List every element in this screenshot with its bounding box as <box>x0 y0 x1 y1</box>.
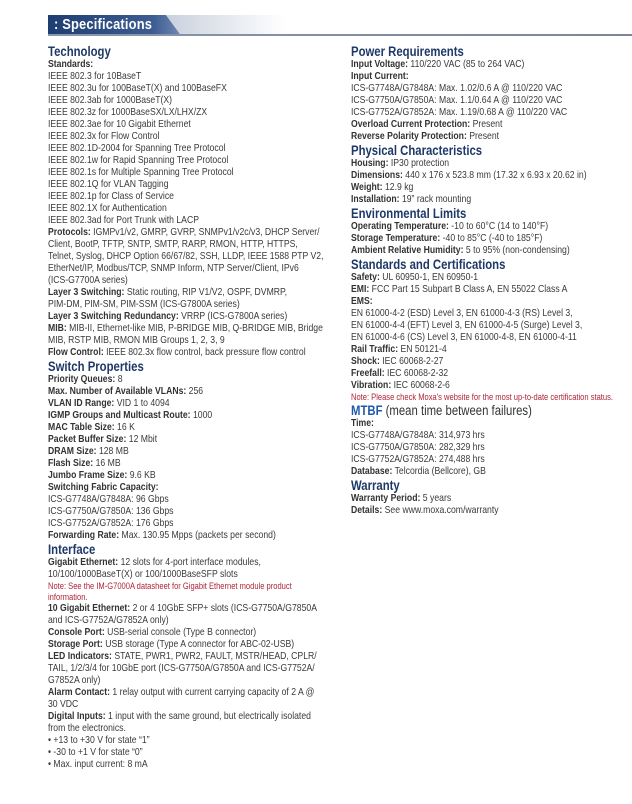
spec-value: Present <box>470 119 503 130</box>
spec-line <box>48 410 338 422</box>
spec-value: IEEE 802.3ae for 10 Gigabit Ethernet <box>48 119 191 130</box>
spec-label: Layer 3 Switching: <box>48 287 125 298</box>
section-title: Interface <box>48 542 96 557</box>
spec-value: PIM-DM, PIM-SM, PIM-SSM (ICS-G7800A series) <box>48 299 240 310</box>
spec-value: USB storage (Type A connector for ABC-02-USB) <box>102 639 295 650</box>
spec-value: 256 <box>186 386 204 397</box>
spec-value: IP30 protection <box>388 158 450 169</box>
spec-line <box>351 59 632 71</box>
spec-line <box>351 107 632 119</box>
section-heading <box>351 207 632 221</box>
spec-label: Details: <box>351 505 383 516</box>
section-title: Power Requirements <box>351 44 464 59</box>
spec-value: • -30 to +1 V for state “0” <box>48 747 143 758</box>
spec-value: ICS-G7752A/G7852A: 176 Gbps <box>48 518 174 529</box>
spec-value: MIB, RSTP MIB, RMON MIB Groups 1, 2, 3, 9 <box>48 335 225 346</box>
spec-line <box>351 380 632 392</box>
section-title: Physical Characteristics <box>351 143 483 158</box>
spec-value: Telcordia (Bellcore), GB <box>392 466 486 477</box>
section-heading <box>48 45 338 59</box>
spec-label: IGMP Groups and Multicast Route: <box>48 410 191 421</box>
spec-line <box>48 179 338 191</box>
spec-line <box>48 747 338 759</box>
spec-value: IEEE 802.1s for Multiple Spanning Tree Protocol <box>48 167 234 178</box>
spec-line <box>351 442 632 454</box>
spec-label: Installation: <box>351 194 400 205</box>
spec-label: LED Indicators: <box>48 651 112 662</box>
spec-line <box>48 215 338 227</box>
spec-line <box>48 143 338 155</box>
spec-value: Telnet, Syslog, DHCP Option 66/67/82, SSH, LLDP, IEEE 1588 PTP V2, <box>48 251 324 262</box>
spec-line <box>351 493 632 505</box>
spec-label: Shock: <box>351 356 380 367</box>
spec-label: EMI: <box>351 284 370 295</box>
note-text: Note: Please check Moxa's website for the most up-to-date certification status. <box>351 392 613 402</box>
spec-line <box>48 675 338 687</box>
spec-line <box>48 711 338 723</box>
spec-value: IEEE 802.3ab for 1000BaseT(X) <box>48 95 173 106</box>
spec-line <box>351 131 632 143</box>
spec-value: ICS-G7752A/G7852A: 274,488 hrs <box>351 454 485 465</box>
specifications-header <box>48 15 632 35</box>
spec-value: STATE, PWR1, PWR2, FAULT, MSTR/HEAD, CPLR/ <box>111 651 317 662</box>
left-column <box>48 44 338 771</box>
spec-line <box>351 320 632 332</box>
spec-label: Switching Fabric Capacity: <box>48 482 159 493</box>
spec-value: IEEE 802.3z for 1000BaseSX/LX/LHX/ZX <box>48 107 208 118</box>
spec-label: Alarm Contact: <box>48 687 111 698</box>
spec-label: MAC Table Size: <box>48 422 115 433</box>
spec-line <box>48 386 338 398</box>
section-power-requirements <box>351 45 632 143</box>
spec-value: ICS-G7750A/G7850A: Max. 1.1/0.64 A @ 110/220 VAC <box>351 95 563 106</box>
spec-label: Standards: <box>48 59 94 70</box>
spec-line <box>351 182 632 194</box>
spec-line <box>351 194 632 206</box>
spec-label: Database: <box>351 466 393 477</box>
section-subtitle: (mean time between failures) <box>382 403 532 418</box>
spec-value: 9.6 KB <box>127 470 156 481</box>
spec-label: Input Current: <box>351 71 409 82</box>
spec-value: USB-serial console (Type B connector) <box>104 627 257 638</box>
spec-value: IEC 60068-2-27 <box>379 356 444 367</box>
spec-line <box>351 119 632 131</box>
note-text: Note: See the IM-G7000A datasheet for Gigabit Ethernet module product <box>48 581 292 591</box>
spec-line <box>48 627 338 639</box>
spec-value: ICS-G7748A/G7848A: Max. 1.02/0.6 A @ 110/220 VAC <box>351 83 563 94</box>
spec-line <box>48 699 338 711</box>
spec-label: Housing: <box>351 158 389 169</box>
spec-line <box>351 284 632 296</box>
spec-line <box>48 759 338 771</box>
spec-line <box>48 191 338 203</box>
spec-value: -10 to 60°C (14 to 140°F) <box>448 221 549 232</box>
note-text: information. <box>48 592 88 602</box>
section-title: Technology <box>48 44 111 59</box>
spec-value: 440 x 176 x 523.8 mm (17.32 x 6.93 x 20.62 in) <box>402 170 587 181</box>
spec-label: Reverse Polarity Protection: <box>351 131 467 142</box>
spec-value: Static routing, RIP V1/V2, OSPF, DVMRP, <box>124 287 288 298</box>
spec-value: See www.moxa.com/warranty <box>382 505 499 516</box>
spec-value: IEEE 802.3u for 100BaseT(X) and 100BaseFX <box>48 83 227 94</box>
spec-line <box>48 155 338 167</box>
section-title: Standards and Certifications <box>351 257 506 272</box>
spec-line <box>351 158 632 170</box>
spec-value: VRRP (ICS-G7800A series) <box>178 311 288 322</box>
spec-line <box>48 299 338 311</box>
spec-value: EN 61000-4-2 (ESD) Level 3, EN 61000-4-3 (RS) Level 3, <box>351 308 573 319</box>
spec-value: VID 1 to 4094 <box>114 398 170 409</box>
spec-value: EtherNet/IP, Modbus/TCP, SNMP Inform, NTP Server/Client, IPv6 <box>48 263 299 274</box>
spec-value: 12 slots for 4-port interface modules, <box>118 557 261 568</box>
spec-value: 10/100/1000BaseT(X) or 100/1000BaseSFP slots <box>48 569 238 580</box>
spec-line <box>48 557 338 569</box>
spec-value: IEEE 802.3x for Flow Control <box>48 131 160 142</box>
spec-line <box>48 167 338 179</box>
spec-value: Present <box>466 131 500 142</box>
spec-label: Storage Temperature: <box>351 233 441 244</box>
spec-value: IEC 60068-2-6 <box>391 380 450 391</box>
section-environmental-limits <box>351 207 632 257</box>
spec-label: EMS: <box>351 296 373 307</box>
spec-label: Gigabit Ethernet: <box>48 557 119 568</box>
spec-line <box>48 95 338 107</box>
spec-value: MIB-II, Ethernet-like MIB, P-BRIDGE MIB, Q-BRIDGE MIB, Bridge <box>66 323 323 334</box>
spec-label: Packet Buffer Size: <box>48 434 127 445</box>
spec-label: DRAM Size: <box>48 446 97 457</box>
spec-label: MIB: <box>48 323 67 334</box>
spec-value: and ICS-G7752A/G7852A only) <box>48 615 169 626</box>
spec-label: Rail Traffic: <box>351 344 399 355</box>
spec-value: IEEE 802.1X for Authentication <box>48 203 167 214</box>
spec-line <box>48 398 338 410</box>
spec-line <box>351 221 632 233</box>
section-interface <box>48 543 338 771</box>
spec-value: 1 relay output with current carrying capacity of 2 A @ <box>110 687 315 698</box>
spec-line <box>351 466 632 478</box>
spec-label: Jumbo Frame Size: <box>48 470 128 481</box>
spec-line <box>48 323 338 335</box>
spec-value: 12.9 kg <box>382 182 414 193</box>
spec-label: Layer 3 Switching Redundancy: <box>48 311 179 322</box>
spec-label: Digital Inputs: <box>48 711 106 722</box>
section-title: Warranty <box>351 478 400 493</box>
spec-line <box>48 723 338 735</box>
header-title: : Specifications <box>54 16 153 33</box>
spec-line <box>48 506 338 518</box>
section-heading <box>48 360 338 374</box>
spec-line <box>48 83 338 95</box>
spec-line <box>351 344 632 356</box>
spec-value: Client, BootP, TFTP, SNTP, SMTP, RARP, RMON, HTTP, HTTPS, <box>48 239 298 250</box>
spec-line <box>48 639 338 651</box>
right-column <box>351 44 632 517</box>
spec-label: Time: <box>351 418 374 429</box>
spec-value: TAIL, 1/2/3/4 for 10GbE port (ICS-G7750A/G7850A and ICS-G7752A/ <box>48 663 315 674</box>
spec-value: EN 50121-4 <box>398 344 447 355</box>
spec-value: ICS-G7750A/G7850A: 136 Gbps <box>48 506 174 517</box>
spec-value: ICS-G7748A/G7848A: 314,973 hrs <box>351 430 485 441</box>
spec-line <box>48 59 338 71</box>
section-technology <box>48 45 338 359</box>
spec-line <box>351 430 632 442</box>
spec-line <box>48 735 338 747</box>
spec-label: Warranty Period: <box>351 493 421 504</box>
spec-value: IEEE 802.1w for Rapid Spanning Tree Protocol <box>48 155 229 166</box>
spec-line <box>48 518 338 530</box>
spec-value: Max. 130.95 Mpps (packets per second) <box>119 530 276 541</box>
section-heading <box>351 479 632 493</box>
spec-line <box>48 603 338 615</box>
spec-label: Priority Queues: <box>48 374 116 385</box>
spec-value: 16 MB <box>93 458 121 469</box>
spec-value: IEC 60068-2-32 <box>384 368 449 379</box>
spec-line <box>48 203 338 215</box>
spec-value: EN 61000-4-4 (EFT) Level 3, EN 61000-4-5 (Surge) Level 3, <box>351 320 583 331</box>
section-heading <box>48 543 338 557</box>
header-divider <box>48 34 632 36</box>
spec-line <box>351 245 632 257</box>
spec-value: • +13 to +30 V for state “1” <box>48 735 150 746</box>
section-standards-and-certifications <box>351 258 632 403</box>
spec-label: Safety: <box>351 272 380 283</box>
section-title: Switch Properties <box>48 359 144 374</box>
spec-value: 12 Mbit <box>126 434 158 445</box>
spec-value: IEEE 802.1Q for VLAN Tagging <box>48 179 169 190</box>
spec-line <box>351 296 632 308</box>
spec-value: 110/220 VAC (85 to 264 VAC) <box>408 59 525 70</box>
spec-value: 16 K <box>114 422 135 433</box>
spec-value: 8 <box>115 374 123 385</box>
header-fade <box>166 15 286 34</box>
spec-value: 5 to 95% (non-condensing) <box>463 245 570 256</box>
spec-line <box>351 356 632 368</box>
spec-line <box>48 251 338 263</box>
spec-label: Console Port: <box>48 627 105 638</box>
spec-value: ICS-G7748A/G7848A: 96 Gbps <box>48 494 169 505</box>
spec-label: 10 Gigabit Ethernet: <box>48 603 131 614</box>
spec-line <box>48 470 338 482</box>
spec-line <box>48 263 338 275</box>
spec-value: 128 MB <box>96 446 129 457</box>
spec-value: UL 60950-1, EN 60950-1 <box>379 272 479 283</box>
spec-label: Flow Control: <box>48 347 104 358</box>
spec-label: Operating Temperature: <box>351 221 449 232</box>
spec-line <box>351 95 632 107</box>
spec-line <box>351 454 632 466</box>
spec-line <box>351 368 632 380</box>
spec-line <box>48 651 338 663</box>
section-mtbf <box>351 404 632 478</box>
spec-label: Ambient Relative Humidity: <box>351 245 464 256</box>
spec-value: (ICS-G7700A series) <box>48 275 128 286</box>
section-heading <box>351 45 632 59</box>
spec-line <box>48 446 338 458</box>
spec-line <box>351 272 632 284</box>
spec-label: Vibration: <box>351 380 392 391</box>
spec-line <box>48 530 338 542</box>
spec-line <box>48 71 338 83</box>
section-heading <box>351 258 632 272</box>
spec-line <box>351 83 632 95</box>
spec-value: 1000 <box>190 410 213 421</box>
spec-value: FCC Part 15 Subpart B Class A, EN 55022 Class A <box>369 284 568 295</box>
spec-value: IEEE 802.3ad for Port Trunk with LACP <box>48 215 199 226</box>
spec-line <box>48 458 338 470</box>
spec-label: Overload Current Protection: <box>351 119 471 130</box>
spec-value: ICS-G7750A/G7850A: 282,329 hrs <box>351 442 485 453</box>
spec-label: Forwarding Rate: <box>48 530 120 541</box>
spec-line <box>48 374 338 386</box>
spec-line <box>48 347 338 359</box>
spec-line <box>351 418 632 430</box>
spec-value: EN 61000-4-6 (CS) Level 3, EN 61000-4-8, EN 61000-4-11 <box>351 332 577 343</box>
spec-value: 1 input with the same ground, but electrically isolated <box>105 711 311 722</box>
spec-line <box>48 119 338 131</box>
spec-line <box>351 170 632 182</box>
spec-line <box>48 422 338 434</box>
spec-value: IEEE 802.3x flow control, back pressure flow control <box>103 347 306 358</box>
spec-value: ICS-G7752A/G7852A: Max. 1.19/0.68 A @ 110/220 VAC <box>351 107 568 118</box>
section-heading <box>351 404 632 418</box>
spec-value: 30 VDC <box>48 699 79 710</box>
spec-line <box>48 107 338 119</box>
spec-value: 19” rack mounting <box>399 194 472 205</box>
spec-line <box>48 239 338 251</box>
spec-line <box>48 494 338 506</box>
spec-line <box>48 434 338 446</box>
spec-line <box>48 569 338 581</box>
section-title: Environmental Limits <box>351 206 467 221</box>
spec-line <box>351 332 632 344</box>
spec-label: Input Voltage: <box>351 59 409 70</box>
spec-line <box>351 505 632 517</box>
spec-line <box>48 335 338 347</box>
spec-label: Dimensions: <box>351 170 403 181</box>
section-switch-properties <box>48 360 338 542</box>
spec-value: -40 to 85°C (-40 to 185°F) <box>440 233 543 244</box>
spec-label: Max. Number of Available VLANs: <box>48 386 187 397</box>
section-physical-characteristics <box>351 144 632 206</box>
spec-label: Flash Size: <box>48 458 94 469</box>
spec-line <box>48 663 338 675</box>
spec-line <box>48 687 338 699</box>
spec-value: • Max. input current: 8 mA <box>48 759 148 770</box>
spec-line <box>48 287 338 299</box>
section-warranty <box>351 479 632 517</box>
spec-line <box>48 615 338 627</box>
spec-label: VLAN ID Range: <box>48 398 115 409</box>
section-heading <box>351 144 632 158</box>
spec-value: IEEE 802.3 for 10BaseT <box>48 71 142 82</box>
spec-line <box>48 311 338 323</box>
spec-line <box>48 131 338 143</box>
spec-value: 5 years <box>420 493 452 504</box>
spec-value: IGMPv1/v2, GMRP, GVRP, SNMPv1/v2c/v3, DHCP Server/ <box>90 227 320 238</box>
section-title: MTBF <box>351 403 383 418</box>
spec-value: from the electronics. <box>48 723 126 734</box>
spec-line <box>351 233 632 245</box>
spec-value: G7852A only) <box>48 675 101 686</box>
spec-label: Weight: <box>351 182 383 193</box>
spec-value: IEEE 802.1D-2004 for Spanning Tree Protocol <box>48 143 226 154</box>
spec-line <box>48 227 338 239</box>
spec-line <box>351 71 632 83</box>
spec-label: Freefall: <box>351 368 385 379</box>
spec-label: Storage Port: <box>48 639 103 650</box>
spec-line <box>351 308 632 320</box>
spec-value: IEEE 802.1p for Class of Service <box>48 191 174 202</box>
spec-line <box>48 482 338 494</box>
spec-label: Protocols: <box>48 227 91 238</box>
spec-line <box>48 275 338 287</box>
spec-value: 2 or 4 10GbE SFP+ slots (ICS-G7750A/G7850A <box>130 603 317 614</box>
